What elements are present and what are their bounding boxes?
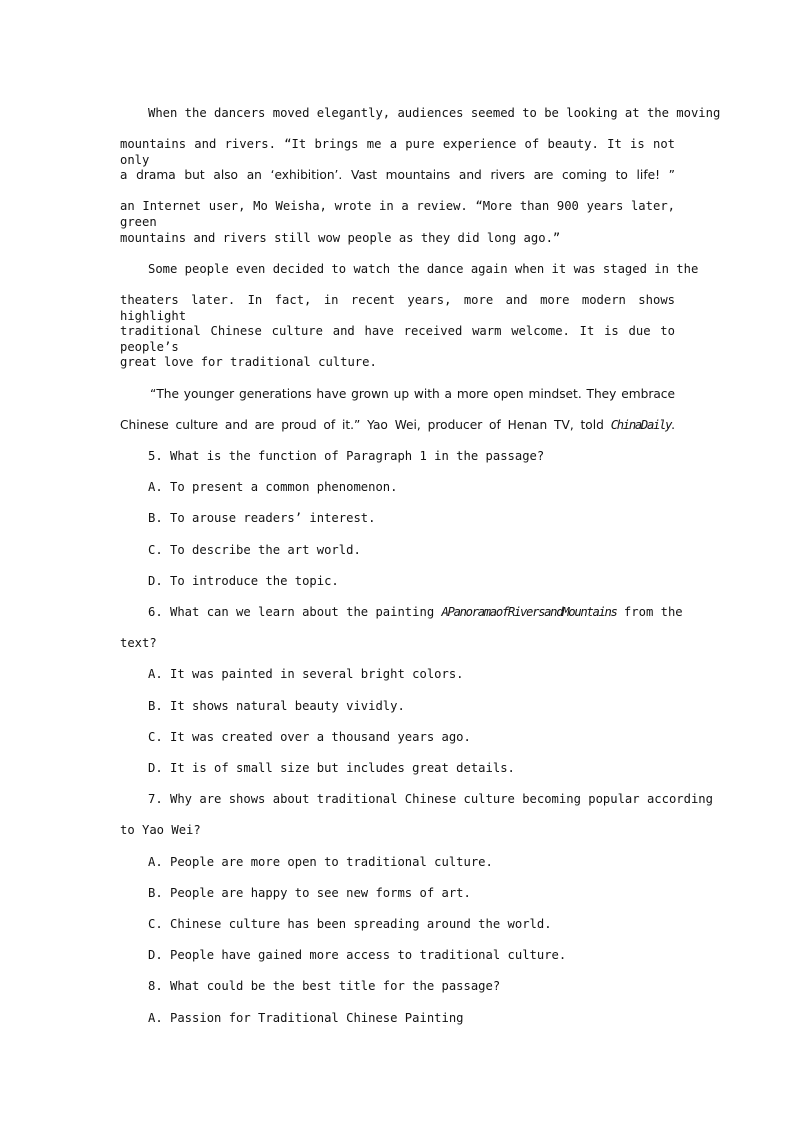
paragraph-3-line-2 xyxy=(120,417,675,433)
question-7-option-d: D. People have gained more access to traditional culture. xyxy=(148,948,567,962)
paragraph-3-line-2-text: Chinese culture and are proud of it.” Yao Wei, producer of Henan TV, told xyxy=(120,418,611,432)
question-6-stem xyxy=(148,604,683,620)
question-6-option-c: C. It was created over a thousand years ago. xyxy=(148,730,471,744)
question-6-stem-before: 6. What can we learn about the painting xyxy=(148,605,442,619)
paragraph-2-line-1: Some people even decided to watch the dance again when it was staged in the xyxy=(148,262,699,276)
paragraph-1-line-5: mountains and rivers still wow people as they did long ago.” xyxy=(120,231,561,245)
paragraph-1-line-2: mountains and rivers. “It brings me a pure experience of beauty. It is not only xyxy=(120,137,675,167)
paragraph-1-line-1: When the dancers moved elegantly, audiences seemed to be looking at the moving xyxy=(148,106,721,120)
question-7-option-a: A. People are more open to traditional culture. xyxy=(148,855,493,869)
paragraph-3-line-1: “The younger generations have grown up with a more open mindset. They embrace xyxy=(150,387,675,401)
question-6-option-b: B. It shows natural beauty vividly. xyxy=(148,699,405,713)
question-6-stem-continued: text? xyxy=(120,636,157,650)
question-5-option-b: B. To arouse readers’ interest. xyxy=(148,511,376,525)
question-5-option-d: D. To introduce the topic. xyxy=(148,574,339,588)
question-6-option-d: D. It is of small size but includes great details. xyxy=(148,761,515,775)
paragraph-3-line-2-end: . xyxy=(671,418,675,432)
paragraph-2-line-3: traditional Chinese culture and have received warm welcome. It is due to people’s xyxy=(120,324,675,354)
question-6-stem-after: from the xyxy=(616,605,683,619)
question-8-option-a: A. Passion for Traditional Chinese Painting xyxy=(148,1011,464,1025)
question-7-option-b: B. People are happy to see new forms of art. xyxy=(148,886,471,900)
question-6-option-a: A. It was painted in several bright colors. xyxy=(148,667,464,681)
question-5-stem: 5. What is the function of Paragraph 1 in the passage? xyxy=(148,449,545,463)
question-8-stem: 8. What could be the best title for the passage? xyxy=(148,979,501,993)
question-5-option-c: C. To describe the art world. xyxy=(148,543,361,557)
newspaper-name: ChinaDaily xyxy=(610,418,672,432)
paragraph-2-line-4: great love for traditional culture. xyxy=(120,355,377,369)
question-7-option-c: C. Chinese culture has been spreading around the world. xyxy=(148,917,552,931)
question-7-stem: 7. Why are shows about traditional Chinese culture becoming popular according xyxy=(148,792,713,806)
painting-title: APanoramaofRiversandMountains xyxy=(441,605,617,619)
paragraph-1-line-3: a drama but also an ‘exhibition’. Vast mountains and rivers are coming to life! ” xyxy=(120,168,675,182)
question-7-stem-continued: to Yao Wei? xyxy=(120,823,201,837)
paragraph-2-line-2: theaters later. In fact, in recent years, more and more modern shows highlight xyxy=(120,293,675,323)
question-5-option-a: A. To present a common phenomenon. xyxy=(148,480,398,494)
paragraph-1-line-4: an Internet user, Mo Weisha, wrote in a review. “More than 900 years later, green xyxy=(120,199,675,229)
